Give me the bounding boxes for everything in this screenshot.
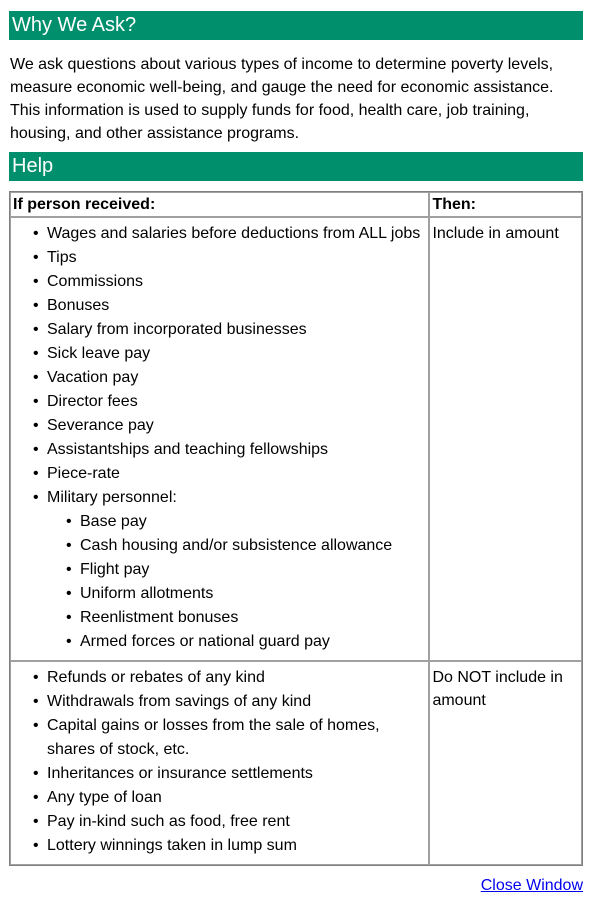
bullet-icon: • — [33, 321, 39, 338]
why-we-ask-header: Why We Ask? — [9, 11, 583, 40]
bullet-icon: • — [33, 369, 39, 386]
table-row — [10, 217, 582, 661]
column-header-then: Then: — [429, 192, 582, 217]
bullet-icon: • — [33, 225, 39, 242]
close-window-link[interactable]: Close Window — [480, 877, 583, 894]
then-cell-include: Include in amount — [429, 217, 582, 661]
bullet-icon: • — [66, 609, 72, 626]
list-item: • Salary from incorporated businesses — [47, 318, 428, 342]
bullet-icon: • — [33, 297, 39, 314]
list-item: • Refunds or rebates of any kind — [47, 666, 428, 690]
bullet-icon: • — [66, 537, 72, 554]
bullet-icon: • — [33, 837, 39, 854]
bullet-icon: • — [33, 465, 39, 482]
include-list — [13, 222, 428, 654]
bullet-icon: • — [66, 561, 72, 578]
bullet-icon: • — [66, 585, 72, 602]
list-item: • Capital gains or losses from the sale of homes, shares of stock, etc. — [47, 714, 428, 762]
bullet-icon: • — [33, 249, 39, 266]
list-item: • Pay in-kind such as food, free rent — [47, 810, 428, 834]
list-item: • Armed forces or national guard pay — [80, 630, 428, 654]
list-item: • Lottery winnings taken in lump sum — [47, 834, 428, 858]
help-table — [9, 191, 583, 866]
list-item: • Withdrawals from savings of any kind — [47, 690, 428, 714]
bullet-icon: • — [33, 489, 39, 506]
list-item: • Commissions — [47, 270, 428, 294]
bullet-icon: • — [66, 633, 72, 650]
column-header-if-received: If person received: — [10, 192, 429, 217]
bullet-icon: • — [33, 669, 39, 686]
bullet-icon: • — [66, 513, 72, 530]
list-item: • Base pay — [80, 510, 428, 534]
why-we-ask-text: We ask questions about various types of income to determine poverty levels, measure economic well-being, and gauge the need for economic assistance. This information is used to supply funds for food, health care, job training, housing, and other assistance programs. — [10, 56, 554, 142]
bullet-icon: • — [33, 717, 39, 734]
military-sublist — [47, 510, 428, 654]
list-item: • Piece-rate — [47, 462, 428, 486]
list-item: • Flight pay — [80, 558, 428, 582]
bullet-icon: • — [33, 345, 39, 362]
list-item: • Assistantships and teaching fellowships — [47, 438, 428, 462]
bullet-icon: • — [33, 441, 39, 458]
list-item: • Sick leave pay — [47, 342, 428, 366]
received-cell-exclude — [10, 661, 429, 865]
list-item: • Bonuses — [47, 294, 428, 318]
list-item: • Wages and salaries before deductions from ALL jobs — [47, 222, 428, 246]
help-header: Help — [9, 152, 583, 181]
list-item: • Reenlistment bonuses — [80, 606, 428, 630]
list-item: • Director fees — [47, 390, 428, 414]
bullet-icon: • — [33, 417, 39, 434]
table-row — [10, 661, 582, 865]
bullet-icon: • — [33, 813, 39, 830]
list-item: • Vacation pay — [47, 366, 428, 390]
bullet-icon: • — [33, 393, 39, 410]
list-item: • Uniform allotments — [80, 582, 428, 606]
list-item: • Inheritances or insurance settlements — [47, 762, 428, 786]
list-item: • Severance pay — [47, 414, 428, 438]
bullet-icon: • — [33, 693, 39, 710]
received-cell-include — [10, 217, 429, 661]
exclude-list — [13, 666, 428, 858]
bullet-icon: • — [33, 273, 39, 290]
list-item: • Cash housing and/or subsistence allowance — [80, 534, 428, 558]
bullet-icon: • — [33, 789, 39, 806]
list-item: • Any type of loan — [47, 786, 428, 810]
list-item: • Tips — [47, 246, 428, 270]
list-item: • Military personnel: • Base pay • Cash housing and/or subsistence allowance • Flight pay • Uniform allotments • Reenlistment bonuses • Armed forces or national guard pay — [47, 486, 428, 654]
bullet-icon: • — [33, 765, 39, 782]
then-cell-exclude: Do NOT include in amount — [429, 661, 582, 865]
table-header-row — [10, 192, 582, 217]
